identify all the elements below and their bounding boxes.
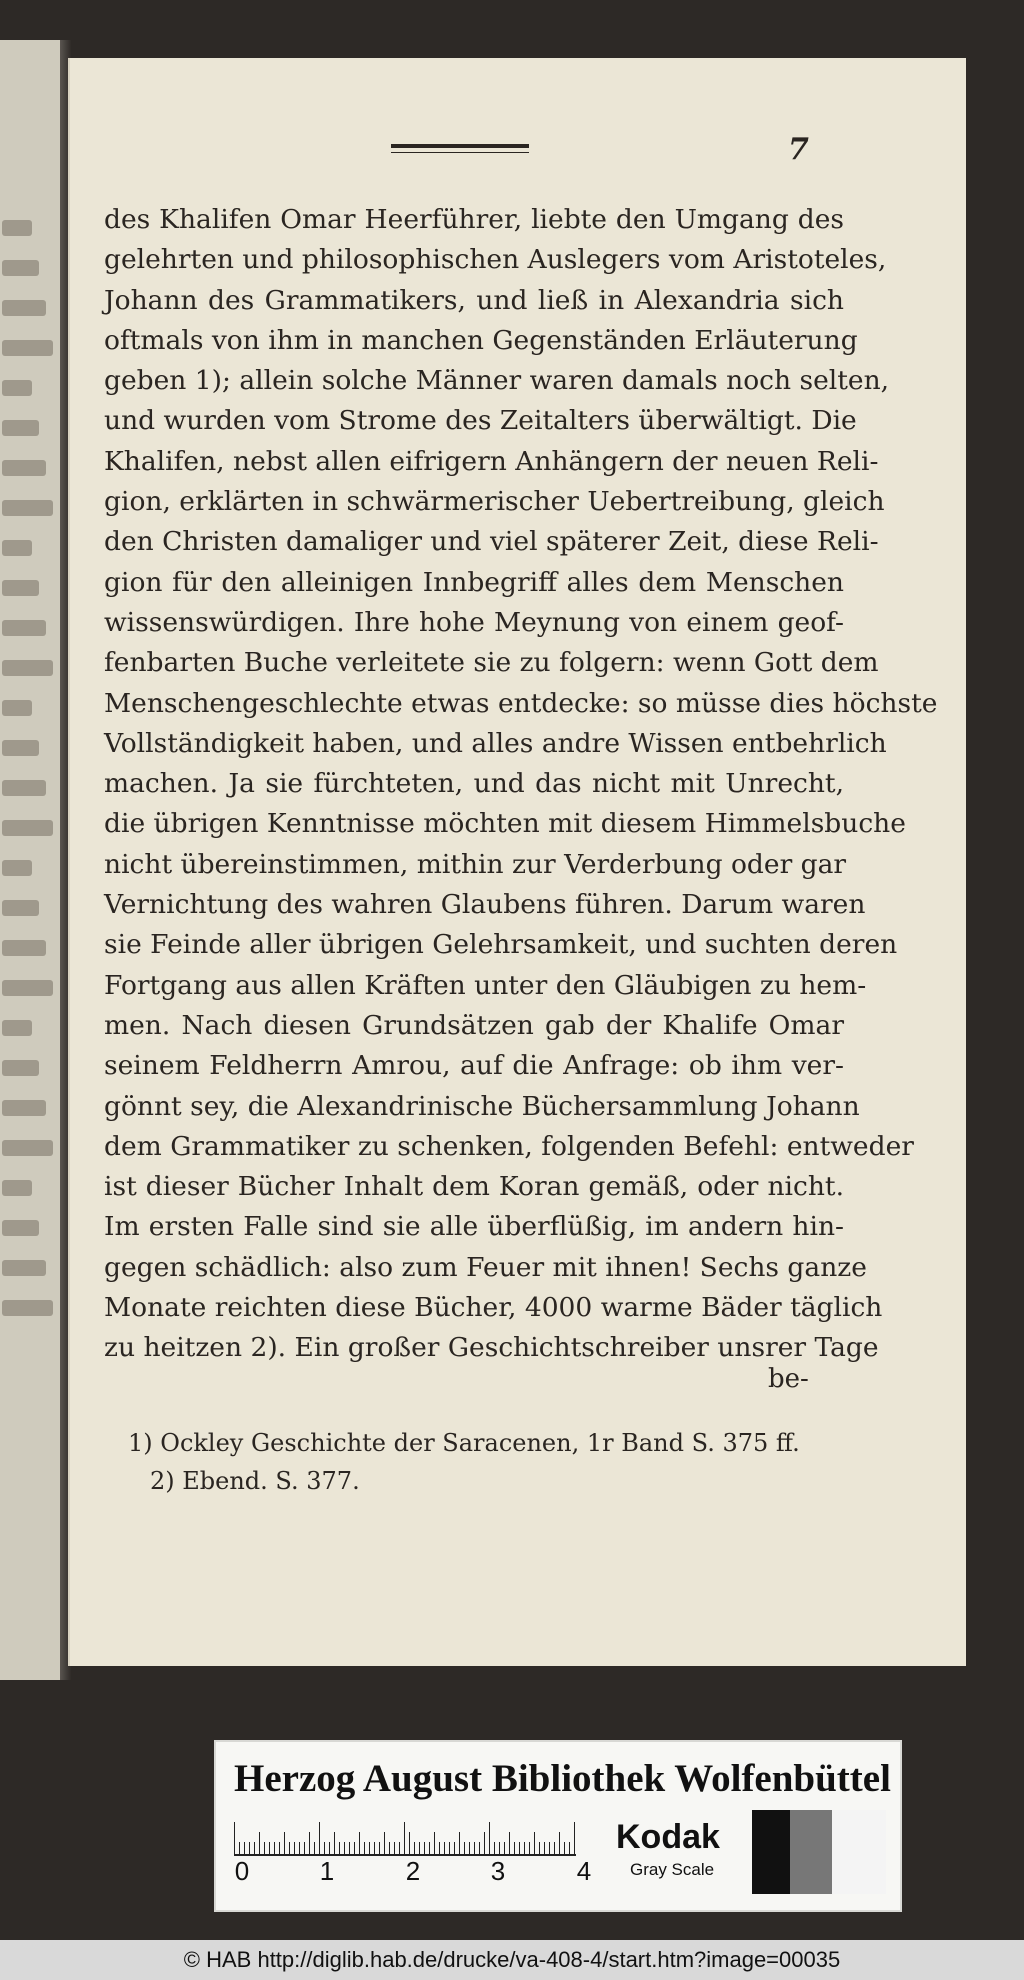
bleed-text-mark [2, 1260, 46, 1276]
ruler-tick [529, 1842, 530, 1856]
ruler-label-1: 1 [319, 1856, 335, 1886]
bleed-text-mark [2, 980, 53, 996]
text-line: Monate reichten diese Bücher, 4000 warme Bäder täglich [104, 1292, 883, 1324]
gray-scale-label: Gray Scale [630, 1860, 715, 1879]
text-line: men. Nach diesen Grundsätzen gab der Khalife Omar [104, 1009, 844, 1041]
bleed-text-mark [2, 620, 46, 636]
ruler-tick [384, 1832, 385, 1856]
ruler-tick [254, 1842, 255, 1856]
bleed-text-mark [2, 900, 39, 916]
bleed-text-mark [2, 1220, 39, 1236]
text-line: Im ersten Falle sind sie alle überflüßig, im andern hin- [104, 1211, 844, 1243]
text-line: des Khalifen Omar Heerführer, liebte den Umgang des [104, 204, 844, 235]
kodak-logo: Kodak [616, 1818, 720, 1856]
ruler-tick [574, 1822, 575, 1856]
footnote-1: 1) Ockley Geschichte der Saracenen, 1r Band S. 375 ff. [128, 1429, 800, 1457]
bleed-text-mark [2, 580, 39, 596]
ruler-tick [554, 1842, 555, 1856]
ruler-tick [454, 1842, 455, 1856]
ruler-tick [414, 1842, 415, 1856]
ruler-tick [299, 1842, 300, 1856]
ruler-label-4: 4 [576, 1856, 592, 1886]
text-line: ist dieser Bücher Inhalt dem Koran gemäß, oder nicht. [104, 1171, 844, 1203]
text-line: Vollständigkeit haben, und alles andre Wissen entbehrlich [104, 727, 887, 759]
ruler-tick [274, 1842, 275, 1856]
ruler-tick [344, 1842, 345, 1856]
ruler-tick [549, 1842, 550, 1856]
ruler-tick [284, 1832, 285, 1856]
source-footer [0, 1940, 1024, 1980]
bleed-text-mark [2, 1180, 32, 1196]
ruler-tick [459, 1832, 460, 1856]
ruler-tick [534, 1832, 535, 1856]
ruler-tick [434, 1832, 435, 1856]
text-line: Vernichtung des wahren Glaubens führen. Darum waren [104, 889, 866, 921]
ruler-label-3: 3 [490, 1856, 506, 1886]
ruler-tick [244, 1842, 245, 1856]
ruler-tick [379, 1842, 380, 1856]
text-line: seinem Feldherrn Amrou, auf die Anfrage: ob ihm ver- [104, 1050, 844, 1082]
catchword: be- [768, 1364, 809, 1394]
bleed-text-mark [2, 820, 53, 836]
ruler-tick [309, 1832, 310, 1856]
swatch-white [832, 1810, 886, 1894]
text-line: Johann des Grammatikers, und ließ in Alexandria sich [104, 284, 844, 316]
bleed-text-mark [2, 500, 53, 516]
bleed-text-mark [2, 300, 46, 316]
bleed-text-mark [2, 940, 46, 956]
ruler-tick [394, 1842, 395, 1856]
ruler-tick [234, 1822, 235, 1856]
ruler-tick [259, 1832, 260, 1856]
text-line: und wurden vom Strome des Zeitalters überwältigt. Die [104, 405, 857, 437]
ruler-tick [399, 1842, 400, 1856]
ruler-tick [504, 1842, 505, 1856]
ruler-tick [264, 1842, 265, 1856]
ruler-tick [544, 1842, 545, 1856]
ruler-tick [329, 1842, 330, 1856]
ruler-tick [539, 1842, 540, 1856]
text-line: gegen schädlich: also zum Feuer mit ihnen! Sechs ganze [104, 1251, 867, 1283]
swatch-gray [790, 1810, 832, 1894]
ruler-tick [319, 1822, 320, 1856]
page-number: 7 [788, 132, 809, 167]
ruler-tick [464, 1842, 465, 1856]
text-line: geben 1); allein solche Männer waren damals noch selten, [104, 365, 890, 397]
header-rule [391, 144, 529, 153]
bleed-text-mark [2, 1060, 39, 1076]
text-line: wissenswürdigen. Ihre hohe Meynung von einem geof- [104, 606, 844, 638]
body-text [104, 200, 938, 1369]
ruler-tick [449, 1842, 450, 1856]
bleed-text-mark [2, 420, 39, 436]
ruler-tick [279, 1842, 280, 1856]
ruler-tick [374, 1842, 375, 1856]
book-page [68, 58, 966, 1666]
ruler-tick [354, 1842, 355, 1856]
text-line: gion für den alleinigen Innbegriff alles dem Menschen [104, 566, 844, 598]
bleed-text-mark [2, 1100, 46, 1116]
text-line: oftmals von ihm in manchen Gegenständen Erläuterung [104, 324, 858, 356]
copyright-text: © HAB [183, 1947, 252, 1972]
ruler-tick [364, 1842, 365, 1856]
ruler-label-2: 2 [405, 1856, 421, 1886]
bleed-text-mark [2, 740, 39, 756]
text-line: gion, erklärten in schwärmerischer Uebertreibung, gleich [104, 486, 885, 518]
text-line: sie Feinde aller übrigen Gelehrsamkeit, und suchten deren [104, 929, 898, 961]
ruler-label-0: 0 [234, 1856, 250, 1886]
ruler-tick [409, 1832, 410, 1856]
ruler-tick [239, 1842, 240, 1856]
swatch-black [752, 1810, 790, 1894]
footnotes [128, 1424, 848, 1500]
bleed-text-mark [2, 780, 46, 796]
bleed-text-mark [2, 1140, 53, 1156]
ruler-tick [494, 1842, 495, 1856]
ruler-tick [489, 1822, 490, 1856]
ruler-tick [519, 1842, 520, 1856]
ruler-tick [289, 1842, 290, 1856]
ruler-tick [249, 1842, 250, 1856]
text-line: fenbarten Buche verleitete sie zu folgern: wenn Gott dem [104, 647, 879, 679]
text-line: Khalifen, nebst allen eifrigern Anhängern der neuen Reli- [104, 445, 879, 477]
ruler-tick [314, 1842, 315, 1856]
text-line: nicht übereinstimmen, mithin zur Verderbung oder gar [104, 848, 847, 880]
text-line: gelehrten und philosophischen Auslegers vom Aristoteles, [104, 244, 887, 276]
ruler-tick [324, 1842, 325, 1856]
bleed-text-mark [2, 1020, 32, 1036]
ruler-tick [369, 1842, 370, 1856]
ruler-tick [294, 1842, 295, 1856]
previous-page-edge [0, 40, 66, 1680]
text-line: zu heitzen 2). Ein großer Geschichtschreiber unsrer Tage [104, 1332, 879, 1364]
ruler-tick [569, 1842, 570, 1856]
bleed-text-mark [2, 540, 32, 556]
ruler-tick [404, 1822, 405, 1856]
footnote-2: 2) Ebend. S. 377. [150, 1467, 360, 1495]
ruler-tick [334, 1832, 335, 1856]
bleed-text-mark [2, 660, 53, 676]
ruler-tick [419, 1842, 420, 1856]
bleed-text-mark [2, 220, 32, 236]
bleed-text-mark [2, 380, 32, 396]
ruler-tick [304, 1842, 305, 1856]
text-line: gönnt sey, die Alexandrinische Büchersammlung Johann [104, 1090, 860, 1122]
ruler-tick [524, 1842, 525, 1856]
ruler-tick [359, 1832, 360, 1856]
ruler-tick [444, 1842, 445, 1856]
source-link[interactable]: http://diglib.hab.de/drucke/va-408-4/start.htm?image=00035 [257, 1947, 841, 1972]
ruler-tick [509, 1832, 510, 1856]
ruler-tick [349, 1842, 350, 1856]
bleed-text-mark [2, 860, 32, 876]
ruler-tick [389, 1842, 390, 1856]
ruler-tick [559, 1832, 560, 1856]
ruler-tick [269, 1842, 270, 1856]
text-line: den Christen damaliger und viel späterer Zeit, diese Reli- [104, 526, 879, 558]
text-line: machen. Ja sie fürchteten, und das nicht mit Unrecht, [104, 768, 844, 800]
ruler-tick [499, 1842, 500, 1856]
bleed-text-mark [2, 460, 46, 476]
bleed-text-mark [2, 700, 32, 716]
bleed-text-mark [2, 260, 39, 276]
ruler-tick [424, 1842, 425, 1856]
library-title: Herzog August Bibliothek Wolfenbüttel [234, 1757, 891, 1800]
text-line: Fortgang aus allen Kräften unter den Gläubigen zu hem- [104, 969, 867, 1001]
bleed-text-mark [2, 1300, 53, 1316]
ruler-tick [479, 1842, 480, 1856]
ruler-tick [469, 1842, 470, 1856]
text-line: dem Grammatiker zu schenken, folgenden Befehl: entweder [104, 1130, 914, 1162]
text-line: Menschengeschlechte etwas entdecke: so müsse dies höchste [104, 687, 938, 719]
ruler-tick [484, 1832, 485, 1856]
ruler-tick [439, 1842, 440, 1856]
text-line: die übrigen Kenntnisse möchten mit diesem Himmelsbuche [104, 808, 906, 840]
ruler-tick [429, 1842, 430, 1856]
bleed-text-mark [2, 340, 53, 356]
ruler-tick [514, 1842, 515, 1856]
ruler-tick [474, 1842, 475, 1856]
ruler-tick [564, 1842, 565, 1856]
ruler-tick [339, 1842, 340, 1856]
color-calibration-card [214, 1740, 902, 1912]
